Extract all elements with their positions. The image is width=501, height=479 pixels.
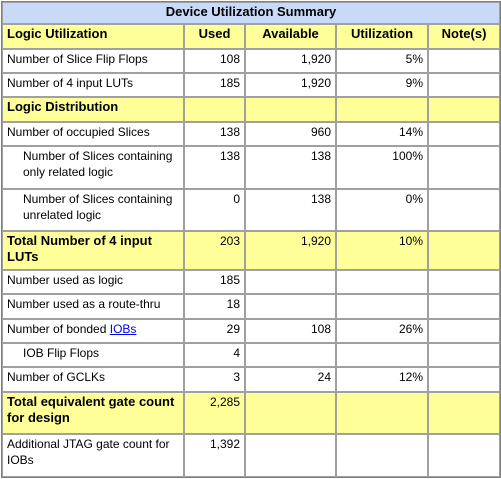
notes-cell bbox=[428, 434, 500, 477]
title-row bbox=[2, 2, 500, 24]
available-value: 24 bbox=[245, 367, 336, 391]
notes-cell bbox=[428, 367, 500, 391]
empty-cell bbox=[184, 97, 245, 121]
table-row bbox=[2, 122, 500, 146]
used-value: 108 bbox=[184, 49, 245, 73]
used-value: 138 bbox=[184, 146, 245, 189]
col-available: Available bbox=[245, 24, 336, 48]
table-row bbox=[2, 343, 500, 367]
table-row bbox=[2, 189, 500, 232]
table-row bbox=[2, 319, 500, 343]
used-value: 0 bbox=[184, 189, 245, 232]
table-row bbox=[2, 367, 500, 391]
total-row bbox=[2, 231, 500, 270]
available-value bbox=[245, 343, 336, 367]
utilization-value bbox=[336, 343, 428, 367]
notes-cell bbox=[428, 319, 500, 343]
row-label-prefix: Number of bonded bbox=[7, 321, 110, 336]
used-value: 2,285 bbox=[184, 392, 245, 435]
row-label: Number of 4 input LUTs bbox=[2, 73, 184, 97]
empty-cell bbox=[428, 97, 500, 121]
utilization-value bbox=[336, 434, 428, 477]
used-value: 18 bbox=[184, 294, 245, 318]
utilization-value: 12% bbox=[336, 367, 428, 391]
available-value: 960 bbox=[245, 122, 336, 146]
row-label: Total Number of 4 input LUTs bbox=[2, 231, 184, 270]
table-row bbox=[2, 49, 500, 73]
row-label: Number of Slices containing only related logic bbox=[2, 146, 184, 189]
available-value: 108 bbox=[245, 319, 336, 343]
row-label: Number of Slices containing unrelated logic bbox=[2, 189, 184, 232]
available-value bbox=[245, 270, 336, 294]
section-row bbox=[2, 97, 500, 121]
available-value: 1,920 bbox=[245, 231, 336, 270]
notes-cell bbox=[428, 73, 500, 97]
row-label: Additional JTAG gate count for IOBs bbox=[2, 434, 184, 477]
table-row bbox=[2, 434, 500, 477]
row-label: Total equivalent gate count for design bbox=[2, 392, 184, 435]
utilization-value: 100% bbox=[336, 146, 428, 189]
table-title: Device Utilization Summary bbox=[2, 2, 500, 24]
notes-cell bbox=[428, 49, 500, 73]
table-row bbox=[2, 73, 500, 97]
utilization-value bbox=[336, 392, 428, 435]
device-utilization-table bbox=[1, 1, 501, 478]
col-notes: Note(s) bbox=[428, 24, 500, 48]
col-used: Used bbox=[184, 24, 245, 48]
empty-cell bbox=[245, 97, 336, 121]
used-value: 185 bbox=[184, 73, 245, 97]
table-row bbox=[2, 270, 500, 294]
used-value: 3 bbox=[184, 367, 245, 391]
utilization-value: 0% bbox=[336, 189, 428, 232]
notes-cell bbox=[428, 231, 500, 270]
notes-cell bbox=[428, 189, 500, 232]
utilization-value: 5% bbox=[336, 49, 428, 73]
row-label: IOB Flip Flops bbox=[2, 343, 184, 367]
row-label: Number of occupied Slices bbox=[2, 122, 184, 146]
row-label: Number of GCLKs bbox=[2, 367, 184, 391]
used-value: 203 bbox=[184, 231, 245, 270]
iobs-link[interactable]: IOBs bbox=[109, 321, 137, 336]
available-value: 1,920 bbox=[245, 73, 336, 97]
available-value bbox=[245, 434, 336, 477]
header-row bbox=[2, 24, 500, 48]
table-row bbox=[2, 294, 500, 318]
notes-cell bbox=[428, 146, 500, 189]
utilization-value bbox=[336, 294, 428, 318]
total-row bbox=[2, 392, 500, 435]
used-value: 138 bbox=[184, 122, 245, 146]
section-label: Logic Distribution bbox=[2, 97, 184, 121]
available-value: 1,920 bbox=[245, 49, 336, 73]
table-row bbox=[2, 146, 500, 189]
notes-cell bbox=[428, 392, 500, 435]
row-label: Number used as a route-thru bbox=[2, 294, 184, 318]
row-label bbox=[2, 319, 184, 343]
used-value: 29 bbox=[184, 319, 245, 343]
utilization-value: 26% bbox=[336, 319, 428, 343]
utilization-value: 9% bbox=[336, 73, 428, 97]
available-value bbox=[245, 392, 336, 435]
used-value: 4 bbox=[184, 343, 245, 367]
notes-cell bbox=[428, 343, 500, 367]
empty-cell bbox=[336, 97, 428, 121]
used-value: 185 bbox=[184, 270, 245, 294]
utilization-value: 14% bbox=[336, 122, 428, 146]
available-value: 138 bbox=[245, 146, 336, 189]
utilization-value bbox=[336, 270, 428, 294]
utilization-panel bbox=[1, 1, 499, 478]
notes-cell bbox=[428, 122, 500, 146]
available-value: 138 bbox=[245, 189, 336, 232]
notes-cell bbox=[428, 294, 500, 318]
utilization-value: 10% bbox=[336, 231, 428, 270]
used-value: 1,392 bbox=[184, 434, 245, 477]
col-logic-utilization: Logic Utilization bbox=[2, 24, 184, 48]
available-value bbox=[245, 294, 336, 318]
row-label: Number used as logic bbox=[2, 270, 184, 294]
col-utilization: Utilization bbox=[336, 24, 428, 48]
notes-cell bbox=[428, 270, 500, 294]
row-label: Number of Slice Flip Flops bbox=[2, 49, 184, 73]
